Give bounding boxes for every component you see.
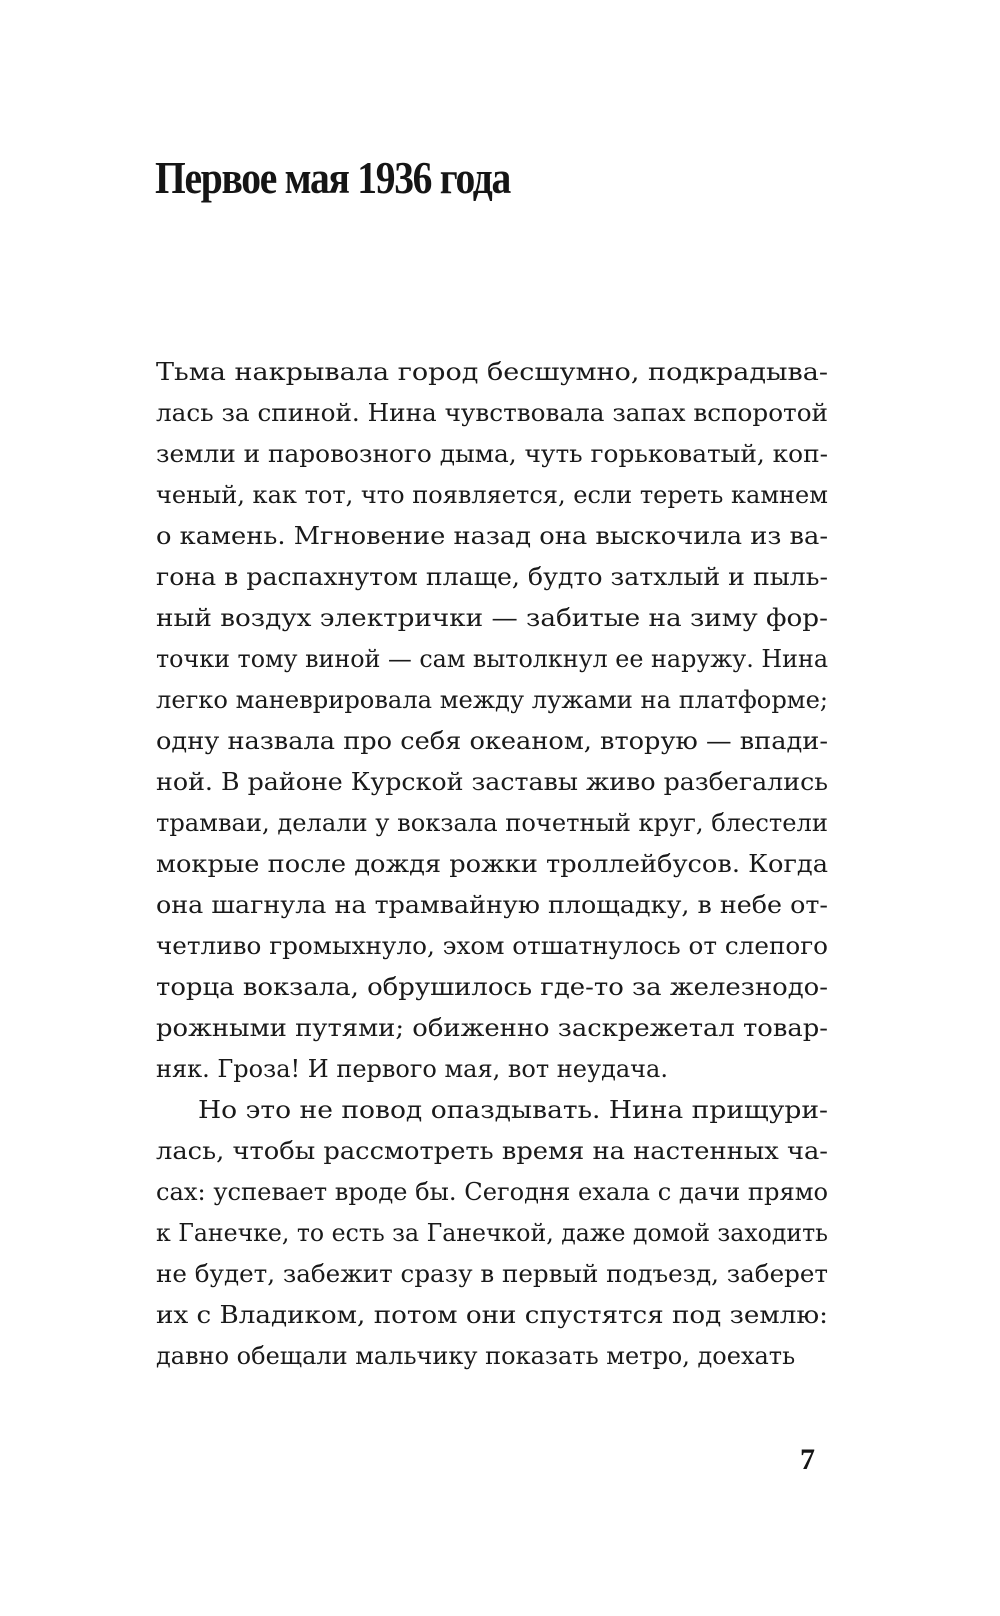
text-line-content: точки тому виной — сам вытолкнул ее наружу. Нина <box>156 645 829 673</box>
text-line <box>156 1131 828 1172</box>
text-line <box>156 557 828 598</box>
text-line <box>156 1213 828 1254</box>
text-line-content: одну назвала про себя океаном, вторую — впади- <box>156 727 829 755</box>
text-line-content: их с Владиком, потом они спустятся под землю: <box>156 1301 829 1329</box>
text-line <box>156 434 828 475</box>
text-line <box>156 762 828 803</box>
text-line-content: лась, чтобы рассмотреть время на настенных ча- <box>156 1137 829 1165</box>
text-line-content: земли и паровозного дыма, чуть горьковатый, коп- <box>156 440 828 468</box>
text-line-content: рожными путями; обиженно заскрежетал товар- <box>156 1014 829 1042</box>
text-line-content: Но это не повод опаздывать. Нина прищури- <box>198 1096 828 1124</box>
text-line <box>156 516 828 557</box>
text-line-content: няк. Гроза! И первого мая, вот неудача. <box>156 1055 668 1083</box>
text-line <box>156 639 828 680</box>
text-line-content: легко маневрировала между лужами на платформе; <box>156 686 829 714</box>
chapter-title: Первое мая 1936 года <box>155 152 511 203</box>
text-line <box>156 1172 828 1213</box>
text-line-content: торца вокзала, обрушилось где-то за железнодо- <box>156 973 829 1001</box>
text-line <box>156 680 828 721</box>
text-line <box>156 1336 828 1377</box>
text-line <box>156 352 828 393</box>
text-line <box>156 1008 828 1049</box>
text-line-content: о камень. Мгновение назад она выскочила из ва- <box>156 522 829 550</box>
text-line <box>156 1049 828 1090</box>
chapter-body-text <box>156 352 828 1377</box>
text-line <box>156 1295 828 1336</box>
text-line-content: ной. В районе Курской заставы живо разбегались <box>156 768 829 796</box>
text-line-content: гона в распахнутом плаще, будто затхлый и пыль- <box>156 563 828 591</box>
page-number: 7 <box>800 1443 815 1476</box>
text-line <box>156 926 828 967</box>
text-line-content: ный воздух электрички — забитые на зиму фор- <box>156 604 828 632</box>
text-line <box>156 1254 828 1295</box>
text-line-content: сах: успевает вроде бы. Сегодня ехала с дачи прямо <box>156 1178 829 1206</box>
text-line-content: к Ганечке, то есть за Ганечкой, даже домой заходить <box>156 1219 828 1247</box>
text-line <box>156 885 828 926</box>
text-line-content: трамваи, делали у вокзала почетный круг, блестели <box>156 809 828 837</box>
text-line <box>156 393 828 434</box>
text-line <box>156 967 828 1008</box>
text-line-content: мокрые после дождя рожки троллейбусов. Когда <box>156 850 829 878</box>
text-line <box>156 1090 828 1131</box>
text-line <box>156 475 828 516</box>
text-line <box>156 721 828 762</box>
text-line-content: ченый, как тот, что появляется, если тереть камнем <box>156 481 828 509</box>
text-line-content: четливо громыхнуло, эхом отшатнулось от слепого <box>156 932 829 960</box>
text-line-content: Тьма накрывала город бесшумно, подкрадыва- <box>156 358 829 386</box>
text-line-content: лась за спиной. Нина чувствовала запах вспоротой <box>156 399 829 427</box>
text-line-content: она шагнула на трамвайную площадку, в небе от- <box>156 891 828 919</box>
text-line-content: не будет, забежит сразу в первый подъезд, заберет <box>156 1260 828 1288</box>
text-line <box>156 844 828 885</box>
text-line <box>156 803 828 844</box>
text-line <box>156 598 828 639</box>
text-line-content: давно обещали мальчику показать метро, доехать <box>156 1342 796 1370</box>
